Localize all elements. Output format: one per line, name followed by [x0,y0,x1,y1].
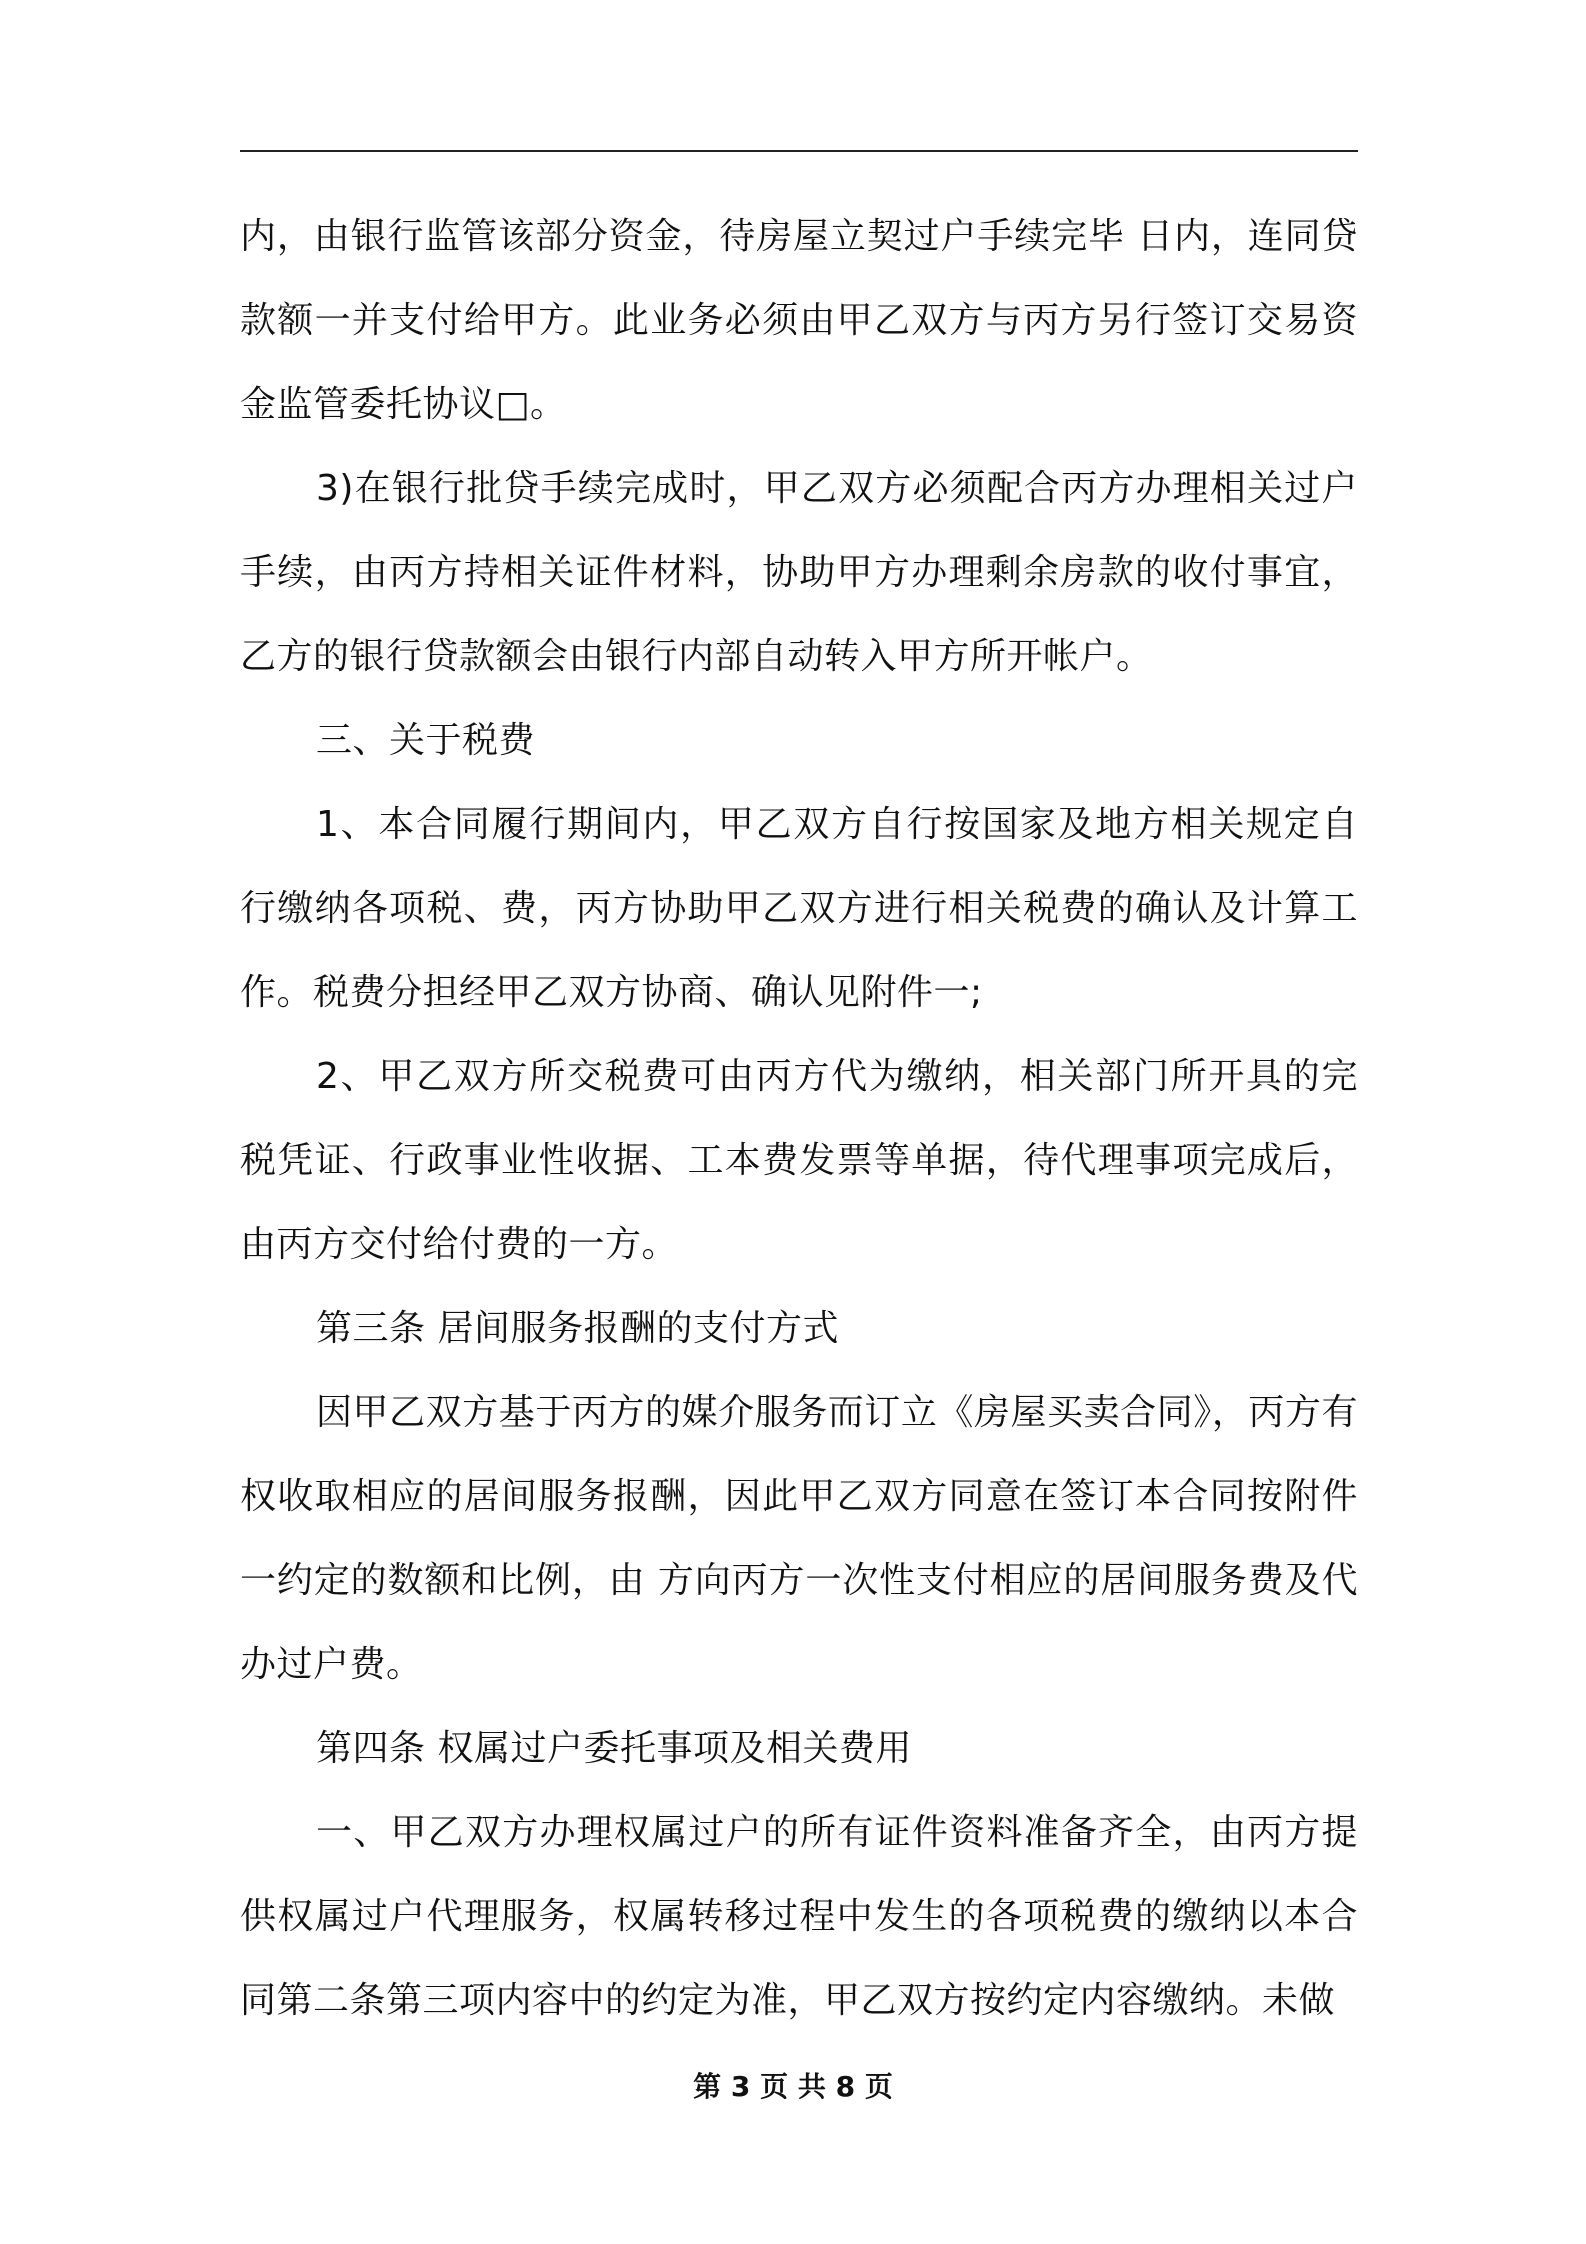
header-rule [240,150,1358,152]
paragraph: 因甲乙双方基于丙方的媒介服务而订立《房屋买卖合同》，丙方有权收取相应的居间服务报酬，因此甲乙双方同意在签订本合同按附件一约定的数额和比例，由 方向丙方一次性支付相应的居间服务费及代办过户费。 [240,1392,1358,1685]
paragraph: 3)在银行批贷手续完成时，甲乙双方必须配合丙方办理相关过户手续，由丙方持相关证件材料，协助甲方办理剩余房款的收付事宜，乙方的银行贷款额会由银行内部自动转入甲方所开帐户。 [240,468,1358,677]
paragraph: 内，由银行监管该部分资金，待房屋立契过户手续完毕 日内，连同贷款额一并支付给甲方。此业务必须由甲乙双方与丙方另行签订交易资金监管委托协议□。 [240,216,1358,425]
document-body [240,195,1358,2043]
paragraph: 一、甲乙双方办理权属过户的所有证件资料准备齐全，由丙方提供权属过户代理服务，权属转移过程中发生的各项税费的缴纳以本合同第二条第三项内容中的约定为准，甲乙双方按约定内容缴纳。未做 [240,1812,1358,2021]
section-heading: 三、关于税费 [316,720,536,761]
article-heading: 第三条 居间服务报酬的支付方式 [316,1308,839,1349]
page-number: 第 3 页 共 8 页 [693,2070,893,2103]
paragraph: 2、甲乙双方所交税费可由丙方代为缴纳，相关部门所开具的完税凭证、行政事业性收据、工本费发票等单据，待代理事项完成后，由丙方交付给付费的一方。 [240,1056,1358,1265]
paragraph: 1、本合同履行期间内，甲乙双方自行按国家及地方相关规定自行缴纳各项税、费，丙方协助甲乙双方进行相关税费的确认及计算工作。税费分担经甲乙双方协商、确认见附件一; [240,804,1358,1013]
article-heading: 第四条 权属过户委托事项及相关费用 [316,1728,912,1769]
